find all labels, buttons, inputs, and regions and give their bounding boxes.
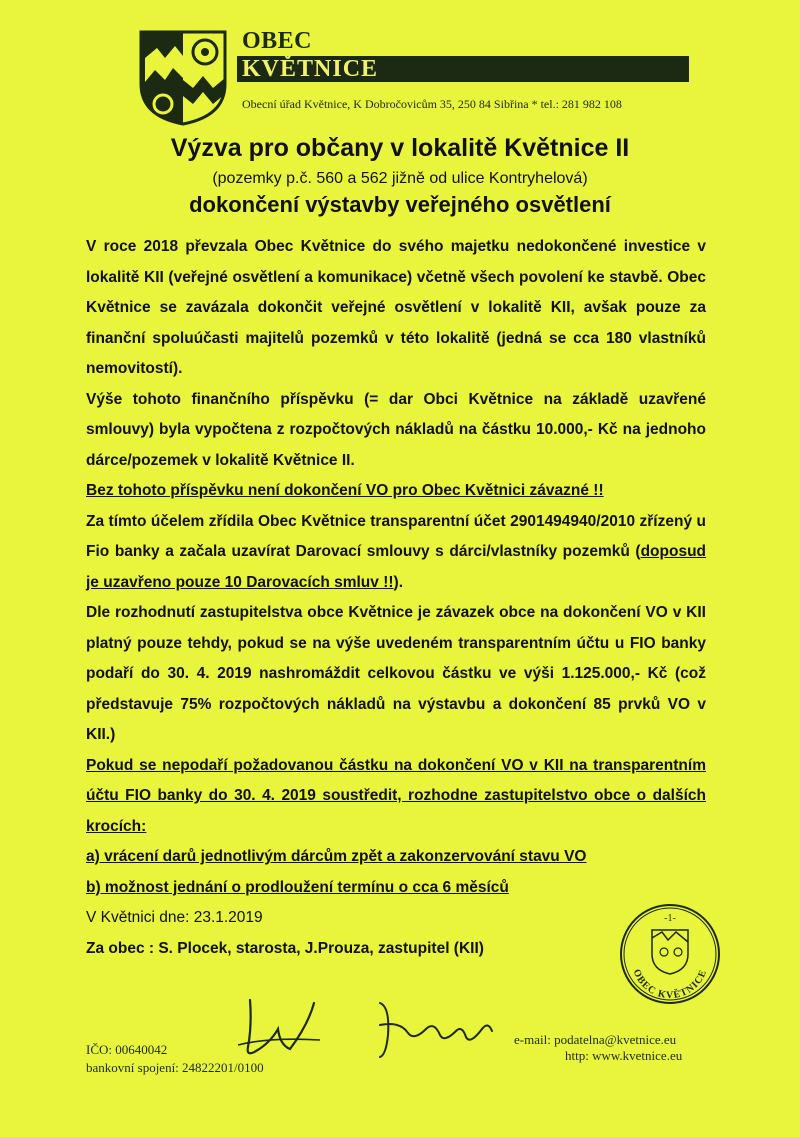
document-heading: dokončení výstavby veřejného osvětlení bbox=[189, 192, 611, 217]
org-address: Obecní úřad Květnice, K Dobročovicům 35, 250 84 Sibřina * tel.: 281 982 108 bbox=[242, 97, 622, 111]
paragraph-account: Za tímto účelem zřídila Obec Květnice transparentní účet 2901494940/2010 zřízený u Fio banky a začala uzavírat Darovací smlouvy s dárci/vlastníky pozemků (doposud je uzavřeno pouze 10 Darovacích smluv !!). bbox=[86, 512, 707, 591]
org-name-line1: OBEC bbox=[242, 28, 313, 54]
option-a: a) vrácení darů jednotlivým dárcům zpět a zakonzervování stavu VO bbox=[86, 848, 587, 865]
svg-text:OBEC KVĚTNICE bbox=[631, 968, 710, 1001]
footer-email[interactable]: e-mail: podatelna@kvetnice.eu bbox=[514, 1032, 677, 1047]
paragraph-intro: V roce 2018 převzala Obec Květnice do svého majetku nedokončené investice v lokalitě KII (veřejné osvětlení a komunikace) včetně všech povolení ke stavbě. Obec Květnice se zavázala dokončit veřejné osvětlení v lokalitě KII, avšak pouze za finanční spoluúčasti majitelů pozemků v této lokalitě (jedná se cca 180 vlastníků nemovitostí). bbox=[86, 238, 706, 377]
document-body bbox=[86, 232, 706, 964]
footer-web[interactable]: http: www.kvetnice.eu bbox=[565, 1048, 683, 1063]
option-b: b) možnost jednání o prodloužení termínu o cca 6 měsíců bbox=[86, 878, 509, 896]
municipal-crest-icon bbox=[137, 28, 229, 126]
stamp-text: OBEC KVĚTNICE bbox=[630, 967, 710, 1002]
org-name-line2: KVĚTNICE bbox=[242, 56, 379, 82]
handwritten-signatures bbox=[230, 985, 520, 1065]
document-subtitle: (pozemky p.č. 560 a 562 jižně od ulice Kontryhelová) bbox=[212, 170, 588, 187]
paragraph-condition: Pokud se nepodaří požadovanou částku na dokončení VO v KII na transparentním účtu FIO banky do 30. 4. 2019 soustředit, rozhodne zastupitelstvo obce o dalších krocích: bbox=[86, 756, 706, 835]
footer-ico: IČO: 00640042 bbox=[86, 1042, 168, 1057]
paragraph-warning: Bez tohoto příspěvku není dokončení VO pro Obec Květnici závazné !! bbox=[86, 482, 604, 499]
signed-line: Za obec : S. Plocek, starosta, J.Prouza, zastupitel (KII) bbox=[86, 939, 484, 957]
official-stamp bbox=[618, 902, 722, 1006]
document-title: Výzva pro občany v lokalitě Květnice II bbox=[170, 134, 630, 162]
date-line: V Květnici dne: 23.1.2019 bbox=[86, 909, 263, 926]
paragraph-account-note: doposud je uzavřeno pouze 10 Darovacích smluv !! bbox=[86, 543, 707, 591]
paragraph-decision: Dle rozhodnutí zastupitelstva obce Květnice je závazek obce na dokončení VO v KII platný pouze tehdy, pokud se na výše uvedeném transparentním účtu u FIO banky podaří do 30. 4. 2019 nashromáždit celkovou částku ve výši 1.125.000,- Kč (což představuje 75% rozpočtových nákladů na výstavbu a dokončení 85 prvků VO v KII.) bbox=[86, 604, 706, 743]
stamp-number: -1- bbox=[664, 913, 676, 924]
paragraph-account-text: Za tímto účelem zřídila Obec Květnice transparentní účet 2901494940/2010 zřízený u Fio banky a začala uzavírat Darovací smlouvy s dárci/vlastníky pozemků bbox=[86, 512, 706, 560]
paragraph-contribution: Výše tohoto finančního příspěvku (= dar Obci Květnice na základě uzavřené smlouvy) byla vypočtena z rozpočtových nákladů na částku 10.000,- Kč na jednoho dárce/pozemek v lokalitě Květnice II. bbox=[86, 390, 706, 469]
footer-bank: bankovní spojení: 24822201/0100 bbox=[86, 1060, 264, 1075]
